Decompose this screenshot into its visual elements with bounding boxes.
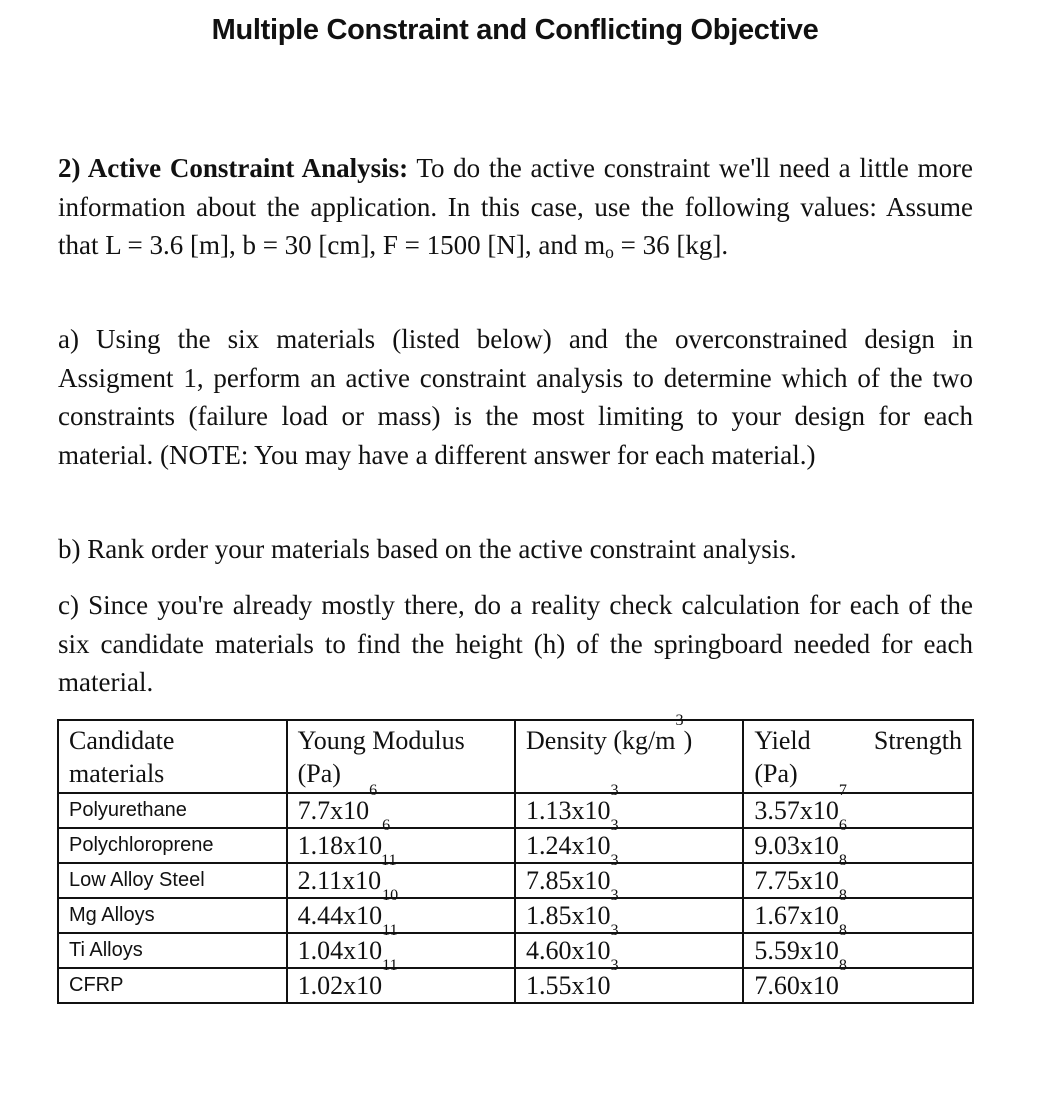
table-row	[58, 898, 973, 933]
young-modulus-value: $7.7x10^6$	[287, 793, 515, 828]
density-value: $1.13x10^3$	[515, 793, 743, 828]
intro-paragraph	[58, 149, 973, 265]
table-header-row	[58, 720, 973, 793]
table-row	[58, 828, 973, 863]
yield-strength-value: $7.75x10^8$	[743, 863, 973, 898]
young-modulus-value: $1.02x10^{11}$	[287, 968, 515, 1003]
material-name: Low Alloy Steel	[58, 863, 287, 898]
young-modulus-value: $1.04x10^{11}$	[287, 933, 515, 968]
part-b-paragraph: b) Rank order your materials based on the active constraint analysis.	[58, 534, 797, 564]
table-row	[58, 968, 973, 1003]
density-value: $1.85x10^3$	[515, 898, 743, 933]
mass-subscript: o	[605, 242, 614, 262]
section-heading: 2) Active Constraint Analysis:	[58, 153, 409, 183]
material-name: Mg Alloys	[58, 898, 287, 933]
density-value: $4.60x10^3$	[515, 933, 743, 968]
header-modulus-line2: (Pa)	[297, 759, 341, 788]
page-title: Multiple Constraint and Conflicting Objective	[211, 14, 819, 46]
table-row	[58, 793, 973, 828]
header-strength-word: Strength	[873, 726, 962, 755]
young-modulus-value: $4.44x10^{10}$	[287, 898, 515, 933]
table-row	[58, 863, 973, 898]
header-material-line1: Candidate	[69, 726, 175, 755]
header-young-modulus	[287, 720, 515, 793]
header-density	[515, 712, 743, 793]
yield-strength-value: $1.67x10^8$	[743, 898, 973, 933]
intro-text-part-1: To do the active constraint we'll need a little more information about the application. In this case, use the following values: Assume that L = 3.6 [m], b = 30 [cm], F = 1500 [N], and m	[58, 153, 973, 260]
header-density-sup: 3	[675, 712, 684, 729]
young-modulus-value: $1.18x10^6$	[287, 828, 515, 863]
material-name: Polychloroprene	[58, 828, 287, 863]
header-density-text: Density (kg/m	[526, 726, 676, 755]
intro-text-part-2: = 36 [kg].	[613, 230, 729, 260]
table-row	[58, 933, 973, 968]
materials-table	[57, 712, 974, 1004]
yield-strength-value: $9.03x10^6$	[743, 828, 973, 863]
header-yield-line2: (Pa)	[754, 759, 798, 788]
young-modulus-value: $2.11x10^{11}$	[287, 863, 515, 898]
header-modulus-line1: Young Modulus	[297, 726, 465, 755]
material-name: Ti Alloys	[58, 933, 287, 968]
yield-strength-value: $5.59x10^8$	[743, 933, 973, 968]
header-material-line2: materials	[69, 759, 165, 788]
material-name: Polyurethane	[58, 793, 287, 828]
header-candidate-materials	[58, 720, 287, 793]
header-density-close: )	[683, 726, 693, 755]
density-value: $1.24x10^3$	[515, 828, 743, 863]
density-value: $7.85x10^3$	[515, 863, 743, 898]
part-c-paragraph: c) Since you're already mostly there, do a reality check calculation for each of the six candidate materials to find the height (h) of the springboard needed for each material.	[58, 590, 973, 697]
yield-strength-value: $3.57x10^7$	[743, 793, 973, 828]
density-value: $1.55x10^3$	[515, 968, 743, 1003]
part-a-paragraph: a) Using the six materials (listed below) and the overconstrained design in Assigment 1, perform an active constraint analysis to determine which of the two constraints (failure load or mass) is the most limiting to your design for each material. (NOTE: You may have a different answer for each material.)	[58, 324, 973, 470]
header-yield-word: Yield	[754, 726, 811, 755]
header-yield-strength	[743, 720, 973, 793]
material-name: CFRP	[58, 968, 287, 1003]
yield-strength-value: $7.60x10^8$	[743, 968, 973, 1003]
